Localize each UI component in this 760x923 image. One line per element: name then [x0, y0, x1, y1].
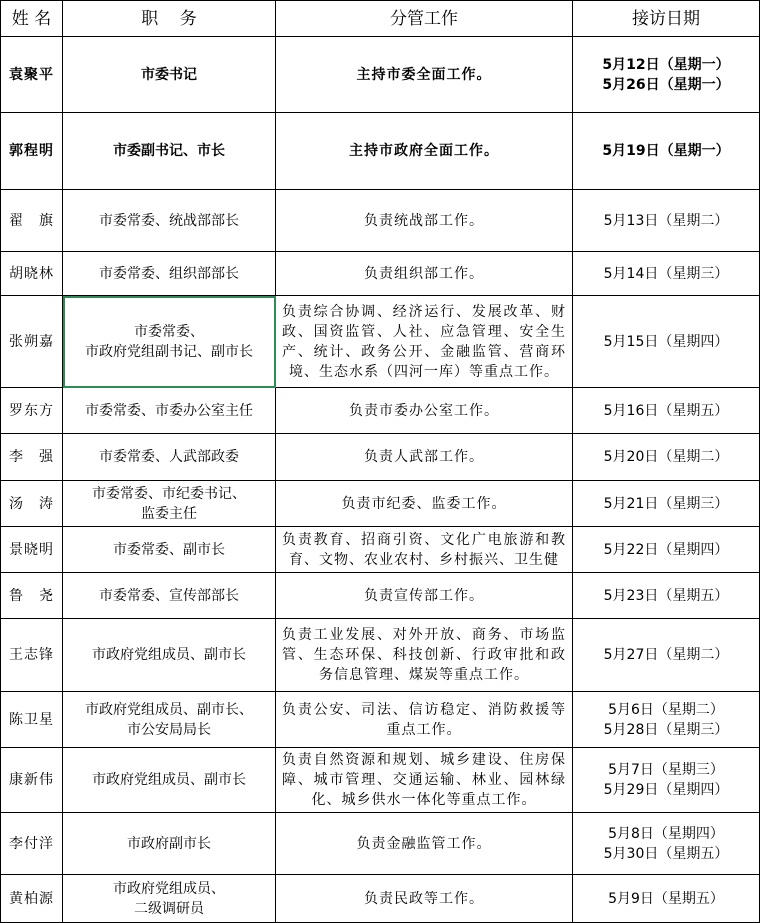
cell-date-line: 5月15日（星期四） — [603, 333, 729, 350]
cell-date — [573, 619, 760, 692]
table-row — [1, 875, 760, 923]
cell-duty — [276, 692, 573, 748]
cell-date — [573, 748, 760, 813]
cell-duty-line: 负责金融监管工作。 — [356, 835, 492, 852]
cell-position — [63, 573, 276, 619]
cell-date — [573, 296, 760, 388]
cell-duty — [276, 252, 573, 296]
cell-name: 汤 涛 — [1, 481, 63, 527]
header-row — [1, 1, 760, 37]
cell-duty-line: 负责民政等工作。 — [364, 890, 484, 907]
table-row — [1, 252, 760, 296]
cell-date-line: 5月13日（星期二） — [603, 212, 729, 229]
cell-position-line: 市委常委、统战部部长 — [99, 212, 239, 229]
cell-position-selected[interactable] — [63, 296, 276, 388]
cell-date-line: 5月27日（星期二） — [603, 647, 729, 663]
cell-duty — [276, 527, 573, 573]
cell-duty — [276, 619, 573, 692]
cell-date — [573, 875, 760, 923]
cell-position-line: 市政府党组成员、副市长、 — [85, 701, 253, 718]
cell-duty-line: 负责组织部工作。 — [364, 265, 484, 282]
cell-date — [573, 113, 760, 190]
table-row — [1, 190, 760, 252]
table-row — [1, 481, 760, 527]
cell-position-line: 市委常委、 — [134, 323, 204, 340]
cell-duty-line: 负责市纪委、监委工作。 — [341, 495, 507, 512]
table-row — [1, 388, 760, 434]
cell-duty — [276, 748, 573, 813]
cell-position-line: 市委常委、市委办公室主任 — [85, 402, 253, 419]
cell-name: 陈卫星 — [1, 692, 63, 748]
cell-duty-line: 负责人武部工作。 — [364, 449, 484, 465]
cell-position — [63, 190, 276, 252]
cell-position — [63, 527, 276, 573]
header-duty: 分管工作 — [276, 1, 573, 37]
cell-name: 翟 旗 — [1, 190, 63, 252]
cell-date-line: 5月23日（星期五） — [603, 587, 729, 604]
cell-position — [63, 692, 276, 748]
header-position: 职 务 — [63, 1, 276, 37]
cell-name: 李 强 — [1, 434, 63, 481]
cell-duty — [276, 190, 573, 252]
table-row — [1, 296, 760, 388]
cell-date-line: 5月8日（星期四） — [608, 825, 724, 842]
cell-name: 黄柏源 — [1, 875, 63, 923]
cell-name: 张朔嘉 — [1, 296, 63, 388]
cell-position-line: 市委常委、副市长 — [113, 541, 225, 558]
cell-position-line: 市公安局局长 — [127, 721, 211, 738]
cell-position — [63, 113, 276, 190]
cell-position — [63, 875, 276, 923]
cell-date — [573, 434, 760, 481]
cell-date-line: 5月9日（星期五） — [608, 890, 724, 907]
cell-name: 康新伟 — [1, 748, 63, 813]
cell-duty-line: 负责市委办公室工作。 — [349, 402, 499, 419]
cell-position — [63, 252, 276, 296]
cell-date-line: 5月19日（星期一） — [602, 143, 730, 159]
table-row — [1, 527, 760, 573]
cell-position-line: 市委副书记、市长 — [113, 143, 225, 159]
cell-date — [573, 573, 760, 619]
table-row — [1, 692, 760, 748]
cell-duty — [276, 573, 573, 619]
cell-duty — [276, 388, 573, 434]
cell-name: 鲁 尧 — [1, 573, 63, 619]
cell-duty-line: 负责工业发展、对外开放、商务、市场监管、生态环保、科技创新、行政审批和政务信息管理、煤炭等重点工作。 — [282, 627, 566, 683]
cell-date-line: 5月20日（星期二） — [603, 449, 729, 465]
table-row — [1, 37, 760, 113]
cell-date-line: 5月16日（星期五） — [603, 402, 729, 419]
cell-position-line: 市政府副市长 — [127, 835, 211, 852]
cell-date-line: 5月29日（星期四） — [603, 782, 729, 798]
cell-position-line: 二级调研员 — [134, 900, 204, 917]
cell-duty — [276, 37, 573, 113]
cell-name: 景晓明 — [1, 527, 63, 573]
cell-position-line: 市政府党组成员、 — [113, 880, 225, 897]
table-row — [1, 113, 760, 190]
cell-date — [573, 481, 760, 527]
cell-position-line: 市政府党组成员、副市长 — [92, 647, 246, 663]
cell-date-line: 5月14日（星期三） — [603, 265, 729, 282]
table-row — [1, 434, 760, 481]
table-row — [1, 748, 760, 813]
cell-duty — [276, 296, 573, 388]
cell-name: 罗东方 — [1, 388, 63, 434]
cell-date — [573, 527, 760, 573]
header-name: 姓 名 — [1, 1, 63, 37]
cell-name: 郭程明 — [1, 113, 63, 190]
cell-duty — [276, 813, 573, 875]
cell-duty-line: 负责公安、司法、信访稳定、消防救援等重点工作。 — [282, 701, 566, 738]
cell-date — [573, 190, 760, 252]
cell-position-line: 市政府党组成员、副市长 — [92, 772, 246, 788]
cell-position-line: 市委书记 — [141, 66, 197, 83]
cell-position — [63, 481, 276, 527]
cell-position-line: 市政府党组副书记、副市长 — [85, 343, 253, 360]
cell-date-line: 5月22日（星期四） — [603, 541, 729, 558]
cell-position — [63, 37, 276, 113]
cell-position — [63, 434, 276, 481]
cell-position-line: 市委常委、人武部政委 — [99, 449, 239, 465]
cell-date-line: 5月12日（星期一） — [602, 56, 730, 73]
cell-name: 胡晓林 — [1, 252, 63, 296]
cell-duty-line: 负责教育、招商引资、文化广电旅游和教育、文物、农业农村、乡村振兴、卫生健 — [282, 531, 566, 568]
cell-position-line: 市委常委、宣传部部长 — [99, 587, 239, 604]
cell-date — [573, 388, 760, 434]
cell-duty — [276, 875, 573, 923]
cell-date-line: 5月28日（星期三） — [603, 721, 729, 738]
cell-position-line: 市委常委、组织部部长 — [99, 265, 239, 282]
table-row — [1, 813, 760, 875]
cell-duty — [276, 481, 573, 527]
cell-position-line: 市委常委、市纪委书记、 — [92, 485, 246, 502]
cell-date — [573, 692, 760, 748]
cell-name: 李付洋 — [1, 813, 63, 875]
table-row — [1, 573, 760, 619]
cell-duty-line: 主持市政府全面工作。 — [349, 143, 499, 159]
cell-date-line: 5月26日（星期一） — [602, 76, 730, 93]
cell-duty-line: 负责自然资源和规划、城乡建设、住房保障、城市管理、交通运输、林业、园林绿化、城乡供水一体化等重点工作。 — [282, 752, 566, 808]
cell-duty — [276, 434, 573, 481]
cell-date-line: 5月21日（星期三） — [603, 495, 729, 512]
table-row — [1, 619, 760, 692]
cell-date — [573, 813, 760, 875]
cell-name: 王志锋 — [1, 619, 63, 692]
cell-position — [63, 748, 276, 813]
cell-position — [63, 813, 276, 875]
cell-duty-line: 主持市委全面工作。 — [356, 66, 492, 83]
cell-position — [63, 619, 276, 692]
header-date: 接访日期 — [573, 1, 760, 37]
cell-date-line: 5月6日（星期二） — [608, 701, 724, 718]
cell-date — [573, 252, 760, 296]
cell-duty-line: 负责宣传部工作。 — [364, 587, 484, 604]
cell-position — [63, 388, 276, 434]
cell-duty-line: 负责综合协调、经济运行、发展改革、财政、国资监管、人社、应急管理、安全生产、统计、政务公开、金融监管、营商环境、生态水系（四河一库）等重点工作。 — [282, 303, 566, 380]
cell-position-line: 监委主任 — [141, 505, 197, 522]
cell-date — [573, 37, 760, 113]
cell-duty — [276, 113, 573, 190]
cell-date-line: 5月7日（星期三） — [608, 762, 724, 778]
cell-name: 袁聚平 — [1, 37, 63, 113]
cell-duty-line: 负责统战部工作。 — [364, 212, 484, 229]
cell-date-line: 5月30日（星期五） — [603, 845, 729, 862]
